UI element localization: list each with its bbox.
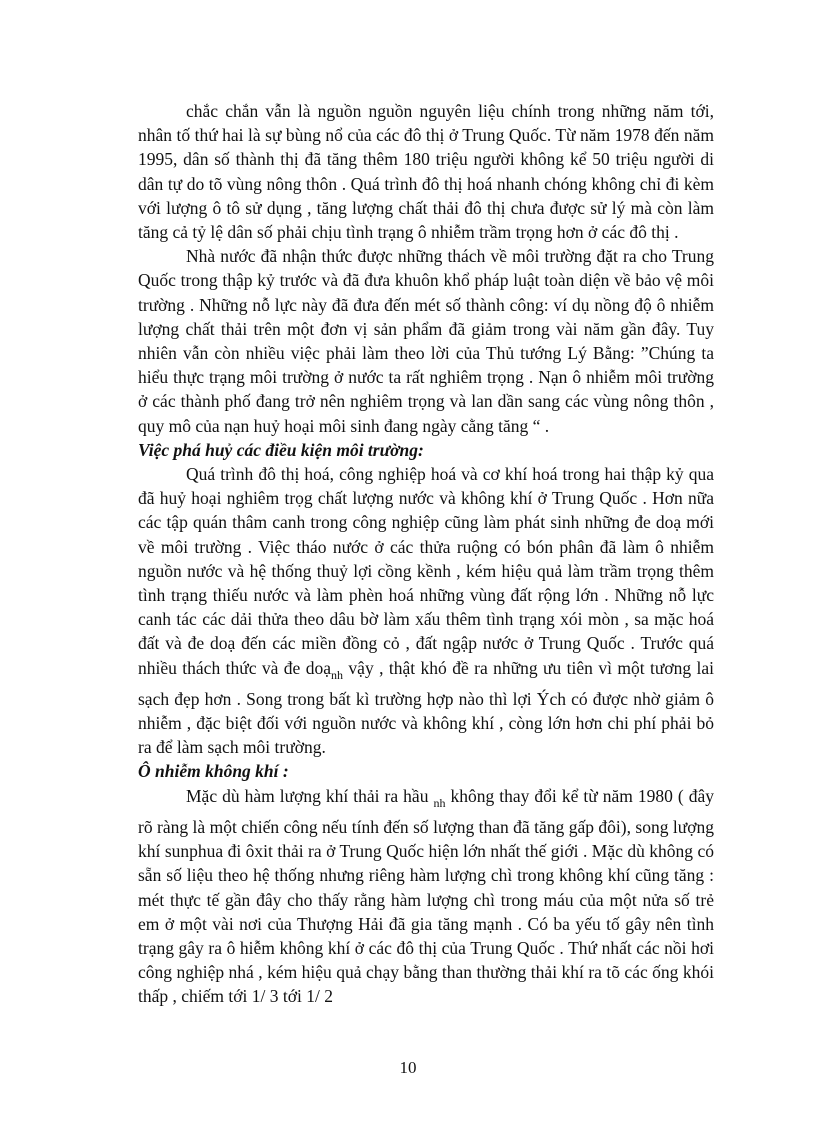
paragraph-environment-destruction — [138, 462, 714, 759]
paragraph-text: vậy , thật khó đề ra những ưu tiên vì một tương lai sạch đẹp hơn . Song trong bất kì trường hợp nào thì lợi Ých có được nhờ giảm ô nhiễm , đặc biệt đối với nguồn nước và không khí , còng lớn hơn chi phí phải bỏ ra để làm sạch môi trường. — [138, 657, 714, 758]
paragraph-government-awareness: Nhà nước đã nhận thức được những thách về môi trường đặt ra cho Trung Quốc trong thập kỷ trước và đã đưa khuôn khổ pháp luật toàn diện về bảo vệ môi trường . Những nỗ lực này đã đưa đến mét số thành công: ví dụ nồng độ ô nhiễm lượng chất thải trên một đơn vị sản phẩm đã giảm trong vài năm gần đây. Tuy nhiên vẫn còn nhiều việc phải làm theo lời của Thủ tướng Lý Bằng: ”Chúng ta hiểu thực trạng môi trường ở nước ta rất nghiêm trọng . Nạn ô nhiễm môi trường ở các thành phố đang trở nên nghiêm trọng và lan dần sang các vùng nông thôn , quy mô của nạn huỷ hoại môi sinh đang ngày cằng tăng “ . — [138, 246, 714, 436]
paragraph-urbanization: chắc chắn vẫn là nguồn nguồn nguyên liệu chính trong những năm tới, nhân tố thứ hai là sự bùng nổ của các đô thị ở Trung Quốc. Từ năm 1978 đến năm 1995, dân số thành thị đã tăng thêm 180 triệu người không kể 50 triệu người di dân tự do tõ vùng nông thôn . Quá trình đô thị hoá nhanh chóng không chỉ đi kèm với lượng ô tô sử dụng , tăng lượng chất thải đô thị chưa được sử lý mà còn làm tăng cả tỷ lệ dân số phải chịu tình trạng ô nhiễm trầm trọng hơn ở các đô thị . — [138, 101, 714, 243]
paragraph-text: Mặc dù hàm lượng khí thải ra hầu — [186, 785, 429, 806]
page-number: 10 — [399, 1058, 417, 1077]
section-heading-air-pollution: Ô nhiễm không khí : — [138, 761, 289, 782]
paragraph-text: Quá trình đô thị hoá, công nghiệp hoá và cơ khí hoá trong hai thập kỷ qua đã huỷ hoại nghiêm trọg chất lượng nước và không khí ở Trung Quốc . Hơn nữa các tập quán thâm canh trong công nghiệp cũng làm phát sinh những đe doạ mới về môi trường . Việc tháo nước ở các thửa ruộng có bón phân đã làm ô nhiễm nguồn nước và hệ thống thuỷ lợi cồng kềnh , kém hiệu quả làm trầm trọng thêm tình trạng thiếu nước và làm phèn hoá những vùng đất rộng lớn . Những nỗ lực canh tác các dải thửa theo dâu bờ làm xấu thêm tình trạng xói mòn , sa mặc hoá đất và đe doạ đến các miền đồng cỏ , đất ngập nước ở Trung Quốc . Trước quá nhiều thách thức và đe doạ — [138, 464, 714, 678]
subscript-fragment: nh — [433, 795, 446, 810]
section-heading-environment-destruction: Việc phá huỷ các điều kiện môi trường: — [138, 439, 424, 460]
paragraph-air-pollution — [138, 784, 714, 1009]
subscript-fragment: nh — [331, 667, 343, 682]
paragraph-text: không thay đổi kể từ năm 1980 ( đây rõ ràng là một chiến công nếu tính đến số lượng than đã tăng gấp đôi), song lượng khí sunphua đi ôxit thải ra ở Trung Quốc hiện lớn nhất thế giới . Mặc dù không có sẵn số liệu theo hệ thống nhưng riêng hàm lượng chì trong không khí cũng tăng : mét thực tế gần đây cho thấy rằng hàm lượng chì trong máu của một nửa số trẻ em ở một vài nơi của Thượng Hải đã gia tăng mạnh . Có ba yếu tố gây nên tình trạng gây ra ô hiễm không khí ở các đô thị của Trung Quốc . Thứ nhất các nồi hơi công nghiệp nhá , kém hiệu quả chạy bằng than thường thải khí ra tõ các ống khói thấp , chiếm tới 1/ 3 tới 1/ 2 — [138, 785, 715, 1007]
document-body — [138, 99, 714, 1009]
